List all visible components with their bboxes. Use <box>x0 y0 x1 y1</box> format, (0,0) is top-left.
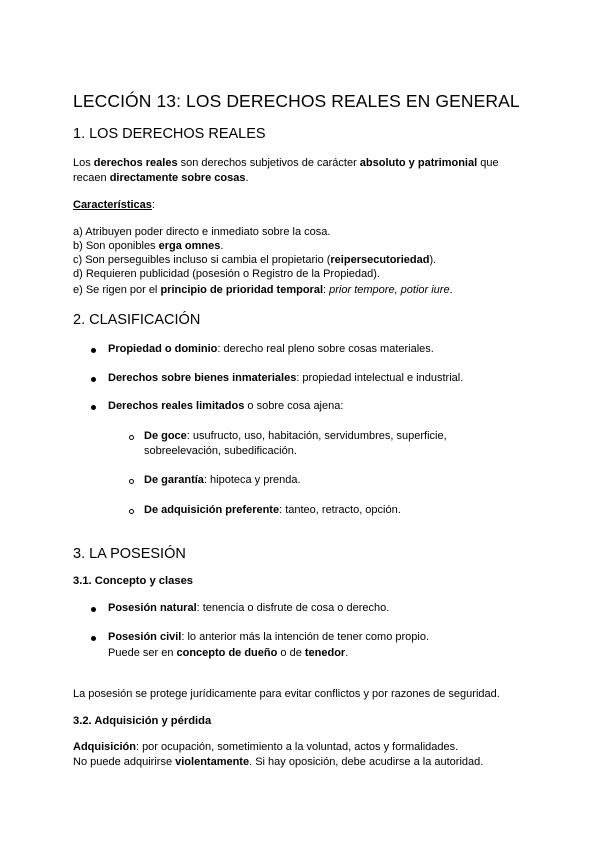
list-item-a: a) Atribuyen poder directo e inmediato sobre la cosa. <box>73 226 331 238</box>
section-2-heading: 2. CLASIFICACIÓN <box>73 312 201 328</box>
bullet-posesion-civil: Posesión civil: lo anterior más la intención de tener como propio. <box>108 631 430 643</box>
section-3-heading: 3. LA POSESIÓN <box>73 546 186 562</box>
bullet-dot <box>91 348 96 353</box>
adquisicion-line: Adquisición: por ocupación, sometimiento a la voluntad, actos y formalidades. <box>73 741 459 753</box>
bullet-dot <box>91 607 96 612</box>
bullet-dot <box>91 377 96 382</box>
bullet-circle <box>129 435 134 440</box>
violencia-line: No puede adquirirse violentamente. Si hay oposición, debe acudirse a la autoridad. <box>73 756 484 768</box>
bullet-circle <box>129 479 134 484</box>
bullet-dot <box>91 405 96 410</box>
bullet-limitados: Derechos reales limitados o sobre cosa ajena: <box>108 400 344 412</box>
intro-line-2: recaen directamente sobre cosas. <box>73 172 249 184</box>
list-item-b: b) Son oponibles erga omnes. <box>73 240 224 252</box>
list-item-c: c) Son perseguibles incluso si cambia el propietario (reipersecutoriedad). <box>73 254 437 266</box>
page-title: LECCIÓN 13: LOS DERECHOS REALES EN GENERAL <box>73 91 520 111</box>
bullet-posesion-civil-line2: Puede ser en concepto de dueño o de tenedor. <box>108 647 349 659</box>
list-item-e: e) Se rigen por el principio de prioridad temporal: prior tempore, potior iure. <box>73 284 453 296</box>
list-item-d: d) Requieren publicidad (posesión o Registro de la Propiedad). <box>73 268 380 280</box>
subsection-3-1-heading: 3.1. Concepto y clases <box>73 575 194 587</box>
bullet-propiedad: Propiedad o dominio: derecho real pleno sobre cosas materiales. <box>108 343 434 355</box>
proteccion-paragraph: La posesión se protege jurídicamente para evitar conflictos y por razones de seguridad. <box>73 688 500 700</box>
bullet-dot <box>91 636 96 641</box>
bullet-posesion-natural: Posesión natural: tenencia o disfrute de cosa o derecho. <box>108 602 390 614</box>
sub-bullet-goce: De goce: usufructo, uso, habitación, servidumbres, superficie, <box>144 430 447 442</box>
bullet-inmateriales: Derechos sobre bienes inmateriales: propiedad intelectual e industrial. <box>108 372 464 384</box>
section-1-heading: 1. LOS DERECHOS REALES <box>73 126 266 142</box>
sub-bullet-garantia: De garantía: hipoteca y prenda. <box>144 474 301 486</box>
subsection-3-2-heading: 3.2. Adquisición y pérdida <box>73 715 212 727</box>
sub-bullet-goce-line2: sobreelevación, subedificación. <box>144 445 297 457</box>
sub-bullet-adquisicion: De adquisición preferente: tanteo, retracto, opción. <box>144 504 401 516</box>
caracteristicas-label: Características: <box>73 199 155 211</box>
bullet-circle <box>129 509 134 514</box>
intro-line-1: Los derechos reales son derechos subjetivos de carácter absoluto y patrimonial que <box>73 157 499 169</box>
